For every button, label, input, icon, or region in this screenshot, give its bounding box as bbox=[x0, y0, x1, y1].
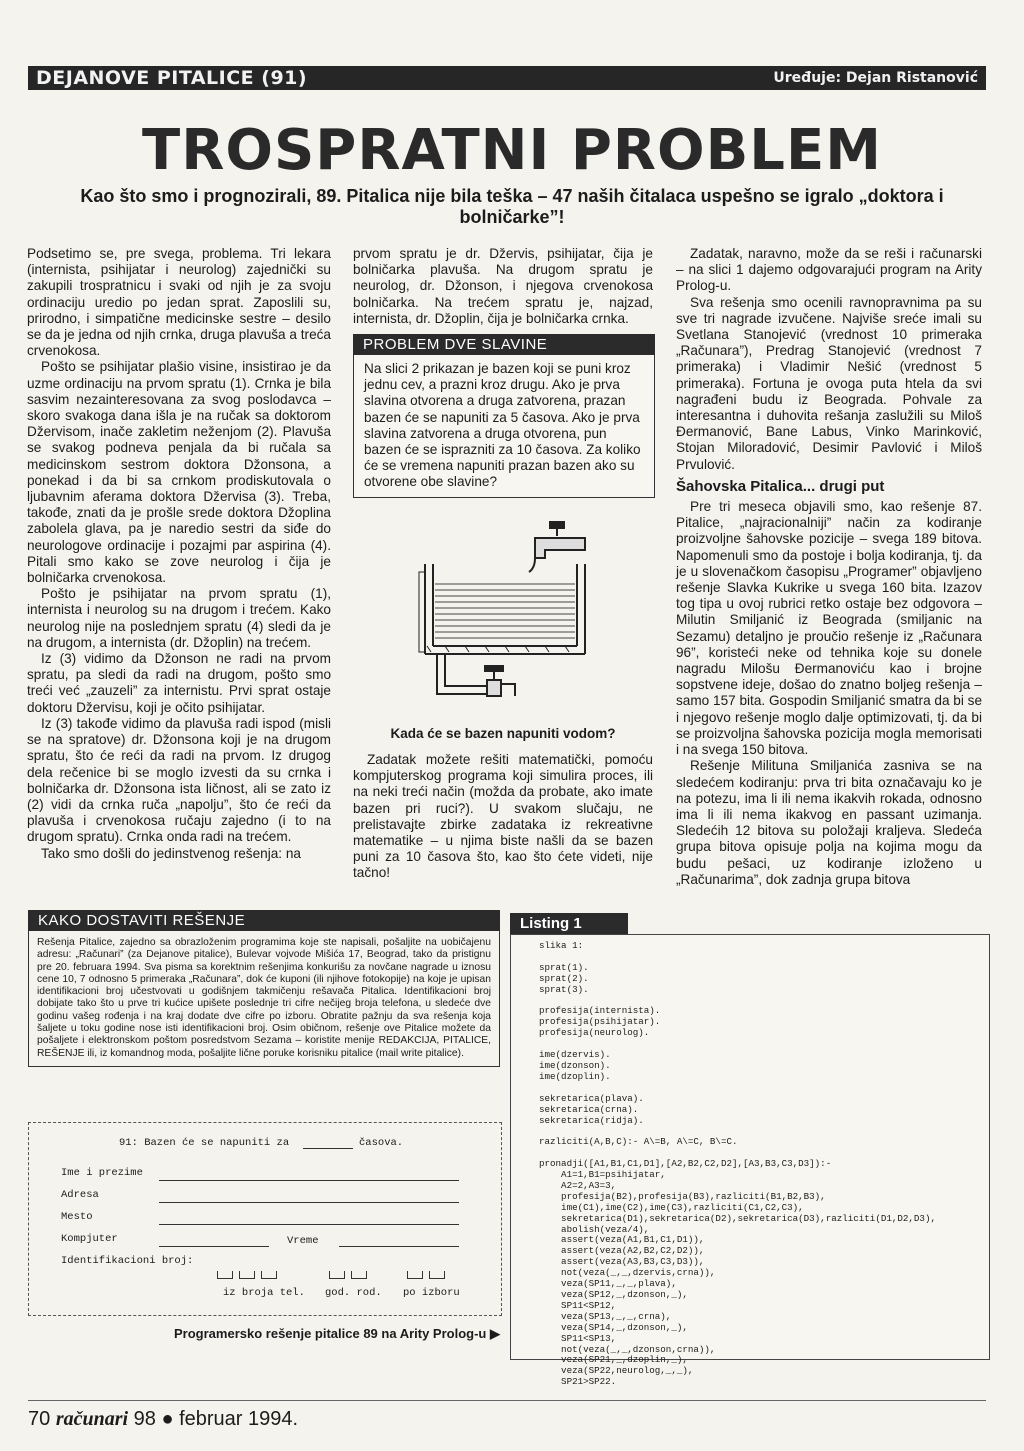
id-choice-label: po izboru bbox=[403, 1287, 460, 1299]
issue-number: 98 bbox=[133, 1408, 156, 1430]
subheading: Šahovska Pitalica... drugi put bbox=[676, 477, 885, 495]
address-label: Adresa bbox=[61, 1189, 99, 1201]
column-2-top bbox=[353, 246, 653, 327]
submission-box-heading: KAKO DOSTAVITI REŠENJE bbox=[28, 910, 500, 931]
paragraph: Sva rešenja smo ocenili ravnopravnima pa su sve tri nagrade izvučene. Najviše sreće imali su Svetlana Stanojević (vrednost 10 primeraka „Računara”), Predrag Stanojević (vrednost 7 primeraka) i Vladimir Nešić (vrednost 5 primeraka). Fortuna je ovoga puta htela da svi nagrađeni budu iz Beograda. Pohvale za interesantna i duhovita rešanja zaslužili su Miloš Đermanović, Bane Labus, Vinko Marinković, Stojan Miloradović, Desimir Pavlović i Miloš Prvulović. bbox=[676, 294, 982, 472]
section-header-bar bbox=[28, 66, 986, 90]
paragraph: Pre tri meseca objavili smo, kao rešenje 87. Pitalice, „najracionalniji” način za kodiranje proizvoljne šahovske pozicije – svega 189 bitova. Napomenuli smo da postoje i bolja kodiranja, tj. da je u slovenačkom časopisu „Programer” objavljeno rešenje Slavka Kukrike u svega 160 bita. Izazov tog tipa u ovoj rubrici retko ostaje bez odgovora – Milutin Smiljanić iz Beograda (smiljanic na Sezamu) detaljno je proučio rešenje iz „Računara 96”, koristeći neke od tehnika koje su donele nagradu Milošu Đermanoviću kao i brojne sopstvene ideje, došao do znatno boljeg rešenja – samo 157 bita. Gospodin Smiljanić smatra da bi se i njegovo rešenje moglo dalje optimizovati, tj. da bi se proizvoljna šahovska pozicija mogla memorisati i na svega 150 bitova. bbox=[676, 499, 983, 758]
listing-code: slika 1: sprat(1). sprat(2). sprat(3). profesija(internista). profesija(psihijatar). profesija(neurolog). ime(dzervis). ime(dzonson). ime(dzoplin). sekretarica(plava). sekretarica(crna). sekretarica(ridja). razliciti(A,B,C):- A\=B, A\=C, B\=C. pronadji([A1,B1,C1,D1],[A2,B2,C2,D2],[A3,B3,C3,D3]):- A1=1,B1=psihijatar, A2=2,A3=3, profesija(B2),profesija(B3),razliciti(B1,B2,B3), ime(C1),ime(C2),ime(C3),razliciti(C1,C2,C3), sekretarica(D1),sekretarica(D2),sekretarica(D3),razliciti(D1,D2,D3), abolish(veza/4), assert(veza(A1,B1,C1,D1)), assert(veza(A2,B2,C2,D2)), assert(veza(A3,B3,C3,D3)), not(veza(_,_,dzervis,crna)), veza(SP11,_,_,plava), veza(SP12,_,dzonson,_), SP11<SP12, veza(SP13,_,_,crna), veza(SP14,_,dzonson,_), SP11<SP13, not(veza(_,_,dzonson,crna)), veza(SP21,_,dzoplin,_), veza(SP22,neurolog,_,_), SP21>SP22. bbox=[510, 934, 990, 1360]
section-title: DEJANOVE PITALICE (91) bbox=[36, 67, 308, 89]
id-boxes-choice[interactable] bbox=[407, 1271, 451, 1283]
editor-credit: Uređuje: Dejan Ristanović bbox=[773, 70, 978, 86]
problem-box-text: Na slici 2 prikazan je bazen koji se puni kroz jednu cev, a prazni kroz drugu. Ako je prva slavina otvorena a druga zatvorena, prazan bazen će se napuniti za 5 časova. Ako je prva slavina zatvorena a druga otvorena, pun bazen će se isprazniti za 10 časova. Za koliko će se vremena napuniti prazan bazen ako su otvorene obe slavine? bbox=[353, 355, 655, 498]
id-year-label: god. rod. bbox=[325, 1287, 382, 1299]
paragraph: Pošto je psihijatar na prvom spratu (1), internista i neurolog su na drugom i trećem. Kako neurolog nije na poslednjem spratu (4) sledi da je na drugom, a internista (dr. Džoplin) na trećem. bbox=[27, 586, 331, 650]
paragraph: Zadatak, naravno, može da se reši i računarski – na slici 1 dajemo odgovarajući program na Arity Prolog-u. bbox=[676, 246, 982, 294]
page-footer bbox=[28, 1408, 298, 1431]
id-label: Identifikacioni broj: bbox=[61, 1255, 194, 1267]
entry-coupon bbox=[28, 1122, 502, 1316]
issue-date: februar 1994. bbox=[179, 1408, 299, 1430]
paragraph: Zadatak možete rešiti matematički, pomoću kompjuterskog programa koji simulira proces, ili na neki treći način (možda da probate, ako imate bazen pri ruci?). U svakom slučaju, ne prelistavajte zbirke zadataka iz rekreativne matematike – u njima biste našli da se bazen puni za 10 časova što, kao što ćete videti, nije tačno! bbox=[353, 752, 653, 881]
code-listing bbox=[510, 913, 990, 1388]
id-boxes-phone[interactable] bbox=[217, 1271, 283, 1283]
illustration-caption: Kada će se bazen napuniti vodom? bbox=[390, 726, 616, 741]
magazine-brand: računari bbox=[55, 1408, 129, 1430]
paragraph: prvom spratu je dr. Džervis, psihijatar, čija je bolničarka plavuša. Na drugom spratu je neurolog, dr. Džonson, i njegova crvenokosa bolničarka. Na trećem spratu je, najzad, internista, dr. Džoplin, čija je bolničarka crnka. bbox=[353, 246, 653, 326]
paragraph: Iz (3) vidimo da Džonson ne radi na prvom spratu, pa sledi da radi na drugom, pošto smo treći već „zauzeli” za internistu. Prvi sprat ostaje doktoru Džervisu, koji je očito psihijatar. bbox=[27, 651, 331, 715]
column-2-bottom bbox=[353, 752, 653, 882]
paragraph: Rešenje Milituna Smiljanića zasniva se na sledećem kodiranju: prva tri bita označavaju ko je na potezu, ima li ili nema ikakvih rokada, odnosno ima li ili nema ikakvog en passant uzimanja. Sledećih 12 bitova su položaji kraljeva. Sledeća grupa bitova opisuje polja na kojima mogu da budu pešaci, uz kodiranje izloženo u „Računarima”, dok zadnja grupa bitova bbox=[676, 758, 982, 887]
submission-box bbox=[28, 910, 500, 1067]
coupon-question: 91: Bazen će se napuniti za bbox=[119, 1137, 290, 1149]
article-title: TROSPRATNI PROBLEM bbox=[142, 118, 882, 183]
bullet-icon: ● bbox=[161, 1408, 174, 1430]
listing-heading: Listing 1 bbox=[510, 913, 628, 934]
city-field[interactable] bbox=[159, 1223, 459, 1225]
pool-illustration bbox=[415, 514, 595, 724]
computer-field[interactable] bbox=[159, 1245, 269, 1247]
arrow-icon: ▶ bbox=[490, 1326, 500, 1341]
time-label: Vreme bbox=[287, 1235, 319, 1247]
id-boxes-year[interactable] bbox=[329, 1271, 373, 1283]
paragraph: Pošto se psihijatar plašio visine, insistirao je da uzme ordinaciju na prvom spratu (1). Crnka je bila sasvim nezainteresovana za svog poslodavca – skoro svakoga dana išla je na ručak sa doktorom Džervisom, inače zakletim neženjom (2). Plavuša se svakog podneva penjala da bi ručala sa medicinskom sestrom doktora Džonsona, a ponekad i da bi sa crnkom prodiskutovala o ljubavnim aferama doktora Džervisa (3). Treba, takođe, znati da je prošle srede doktora Džoplina zabolela glava, pa je naredio sestri da siđe do neurologove ordinacije i pozajmi par aspirina (4). Pitali smo kako se zove neurolog i čija je bolničarka crvenokosa. bbox=[27, 359, 331, 586]
id-phone-label: iz broja tel. bbox=[223, 1287, 305, 1299]
column-3 bbox=[676, 246, 982, 888]
time-field[interactable] bbox=[339, 1245, 459, 1247]
column-1 bbox=[27, 246, 331, 862]
address-field[interactable] bbox=[159, 1201, 459, 1203]
answer-line[interactable] bbox=[303, 1147, 353, 1149]
paragraph: Podsetimo se, pre svega, problema. Tri lekara (internista, psihijatar i neurolog) zajednički su zakupili trospratnicu i svaki od njih je za svoju ordinaciju uredio po jedan sprat. Zaposlili su, prirodno, i simpatične medicinske sestre – desilo se da je jedna od njih crnka, druga plavuša a treća crvenokosa. bbox=[27, 246, 331, 359]
coupon-unit: časova. bbox=[359, 1137, 404, 1149]
paragraph: Iz (3) takođe vidimo da plavuša radi ispod (misli se na spratove) dr. Džonsona koji je na drugom spratu, što će reći da radi na prvom. Iz drugog dela rečenice bi se moglo izvesti da su crnka i bolničarka dr. Džonsona ista ličnost, ali se zato iz (2) vidi da crnka ruča „napolju”, što će reći da plavuša i crvenokosa ručaju zajedno (i to na drugom spratu). Crnka onda radi na trećem. bbox=[27, 715, 331, 845]
footer-divider bbox=[28, 1400, 986, 1401]
city-label: Mesto bbox=[61, 1211, 93, 1223]
paragraph: Tako smo došli do jedinstvenog rešenja: na bbox=[41, 845, 301, 861]
problem-box bbox=[353, 334, 655, 498]
listing-caption: Programersko rešenje pitalice 89 na Arity Prolog-u ▶ bbox=[174, 1326, 500, 1341]
name-label: Ime i prezime bbox=[61, 1167, 143, 1179]
name-field[interactable] bbox=[159, 1179, 459, 1181]
submission-box-text: Rešenja Pitalice, zajedno sa obrazloženim programima koje ste napisali, pošaljite na uobičajenu adresu: „Računari” (za Dejanove pitalice), Bulevar vojvode Mišića 17, Beograd, tako da pristignu pre 20. februara 1994. Sva pisma sa korektnim rešenjima konkurišu za novčane nagrade u iznosu cene 10, 7 odnosno 5 primeraka „Računara”, dok će kuponi (ili njihove fotokopije) na koje je upisan identifikacioni broj učestvovati u godišnjem takmičenju rešavača Pitalica. Identifikacioni broj dobijate tako što u prve tri kućice upišete poslednje tri cifre nečijeg broja telefona, u sledeće dve godinu vašeg rođenja i na kraj dodate dve cifre po izboru. Obratite pažnju da sva rešenja koja šaljete u toku godine nose isti identifikacioni broj. Osim običnom, rešenje ove Pitalice možete da pošaljete i elektronskom poštom posredstvom Sezama – koristite menije REDAKCIJA, PITALICE, REŠENJE ili, iz komandnog moda, pošaljite lične poruke korisniku pitalice (mail write pitalice). bbox=[28, 931, 500, 1067]
problem-box-heading: PROBLEM DVE SLAVINE bbox=[353, 334, 655, 355]
computer-label: Kompjuter bbox=[61, 1233, 118, 1245]
page-number: 70 bbox=[28, 1408, 51, 1430]
article-lead: Kao što smo i prognozirali, 89. Pitalica nije bila teška – 47 naših čitalaca uspešno se igralo „doktora i bolničarke”! bbox=[80, 186, 944, 227]
